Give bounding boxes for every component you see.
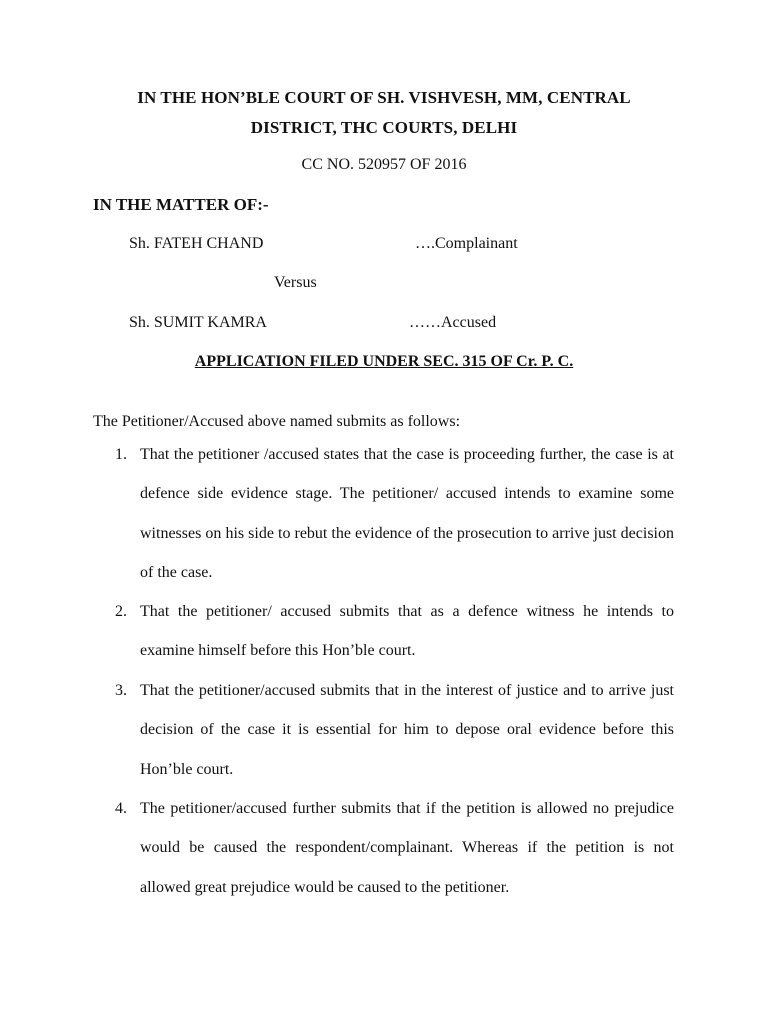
intro-paragraph: The Petitioner/Accused above named submits as follows: <box>93 413 461 430</box>
accused-role: ……Accused <box>409 314 497 331</box>
list-item-number: 1. <box>115 446 127 463</box>
list-item-number: 2. <box>115 603 127 620</box>
list-item-text: That the petitioner/accused submits that in the interest of justice and to arrive just decision of the case it is essential for him to depose oral evidence before this Hon’ble court. <box>140 682 674 778</box>
complainant-role: ….Complainant <box>415 235 518 252</box>
list-item-text: That the petitioner/ accused submits that as a defence witness he intends to examine himself before this Hon’ble court. <box>140 603 674 660</box>
list-item-number: 4. <box>115 800 127 817</box>
application-title: APPLICATION FILED UNDER SEC. 315 OF Cr. P. C. <box>194 353 574 370</box>
list-item-text: That the petitioner /accused states that the case is proceeding further, the case is at defence side evidence stage. The petitioner/ accused intends to examine some witnesses on his side to rebut the evidence of the prosecution to arrive just decision of the case. <box>140 446 674 581</box>
court-title-line-2: DISTRICT, THC COURTS, DELHI <box>250 118 518 137</box>
accused-name: Sh. SUMIT KAMRA <box>129 314 267 331</box>
matter-heading: IN THE MATTER OF:- <box>93 195 269 214</box>
case-number: CC NO. 520957 OF 2016 <box>301 156 467 173</box>
list-item-text: The petitioner/accused further submits that if the petition is allowed no prejudice would be caused the respondent/complainant. Whereas if the petition is not allowed great prejudice would be caused to the petitioner. <box>140 800 674 896</box>
court-title-line-1: IN THE HON’BLE COURT OF SH. VISHVESH, MM, CENTRAL <box>137 88 631 107</box>
versus-label: Versus <box>274 274 317 291</box>
complainant-name: Sh. FATEH CHAND <box>129 235 264 252</box>
list-item-number: 3. <box>115 682 127 699</box>
